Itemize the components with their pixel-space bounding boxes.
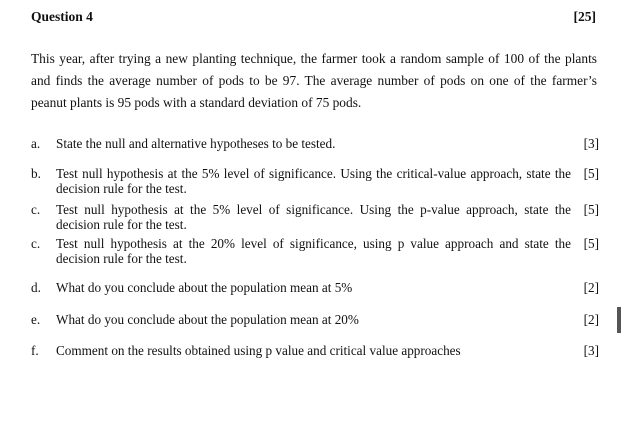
part-text: What do you conclude about the population mean at 5%	[56, 280, 353, 295]
part-text: Test null hypothesis at the 5% level of significance. Using the critical-value approach, state the decision rule for the test.	[56, 166, 571, 196]
part-marks: [5]	[583, 166, 599, 181]
question-header	[31, 9, 596, 27]
question-total-marks: [25]	[573, 9, 596, 24]
part-letter: e.	[31, 312, 41, 327]
question-intro: This year, after trying a new planting technique, the farmer took a random sample of 100 of the plants and finds the average number of pods to be 97. The average number of pods on one of the farmer’s peanut plants is 95 pods with a standard deviation of 75 pods.	[31, 51, 597, 110]
part-marks: [3]	[583, 136, 599, 151]
part-letter: d.	[31, 280, 41, 295]
part-text: Test null hypothesis at the 20% level of significance, using p value approach and state the decision rule for the test.	[56, 236, 571, 266]
part-marks: [5]	[583, 202, 599, 217]
part-text: What do you conclude about the population mean at 20%	[56, 312, 359, 327]
part-text: State the null and alternative hypotheses to be tested.	[56, 136, 336, 151]
part-text: Test null hypothesis at the 5% level of significance. Using the p-value approach, state the decision rule for the test.	[56, 202, 571, 232]
part-letter: b.	[31, 166, 41, 181]
part-letter: a.	[31, 136, 41, 151]
part-letter: c.	[31, 202, 41, 217]
part-letter: c.	[31, 236, 41, 251]
scrollbar-thumb[interactable]	[617, 307, 621, 333]
part-marks: [2]	[583, 280, 599, 295]
part-marks: [5]	[583, 236, 599, 251]
part-letter: f.	[31, 343, 39, 358]
part-marks: [3]	[583, 343, 599, 358]
question-title: Question 4	[31, 9, 93, 24]
part-text: Comment on the results obtained using p value and critical value approaches	[56, 343, 461, 358]
part-marks: [2]	[583, 312, 599, 327]
